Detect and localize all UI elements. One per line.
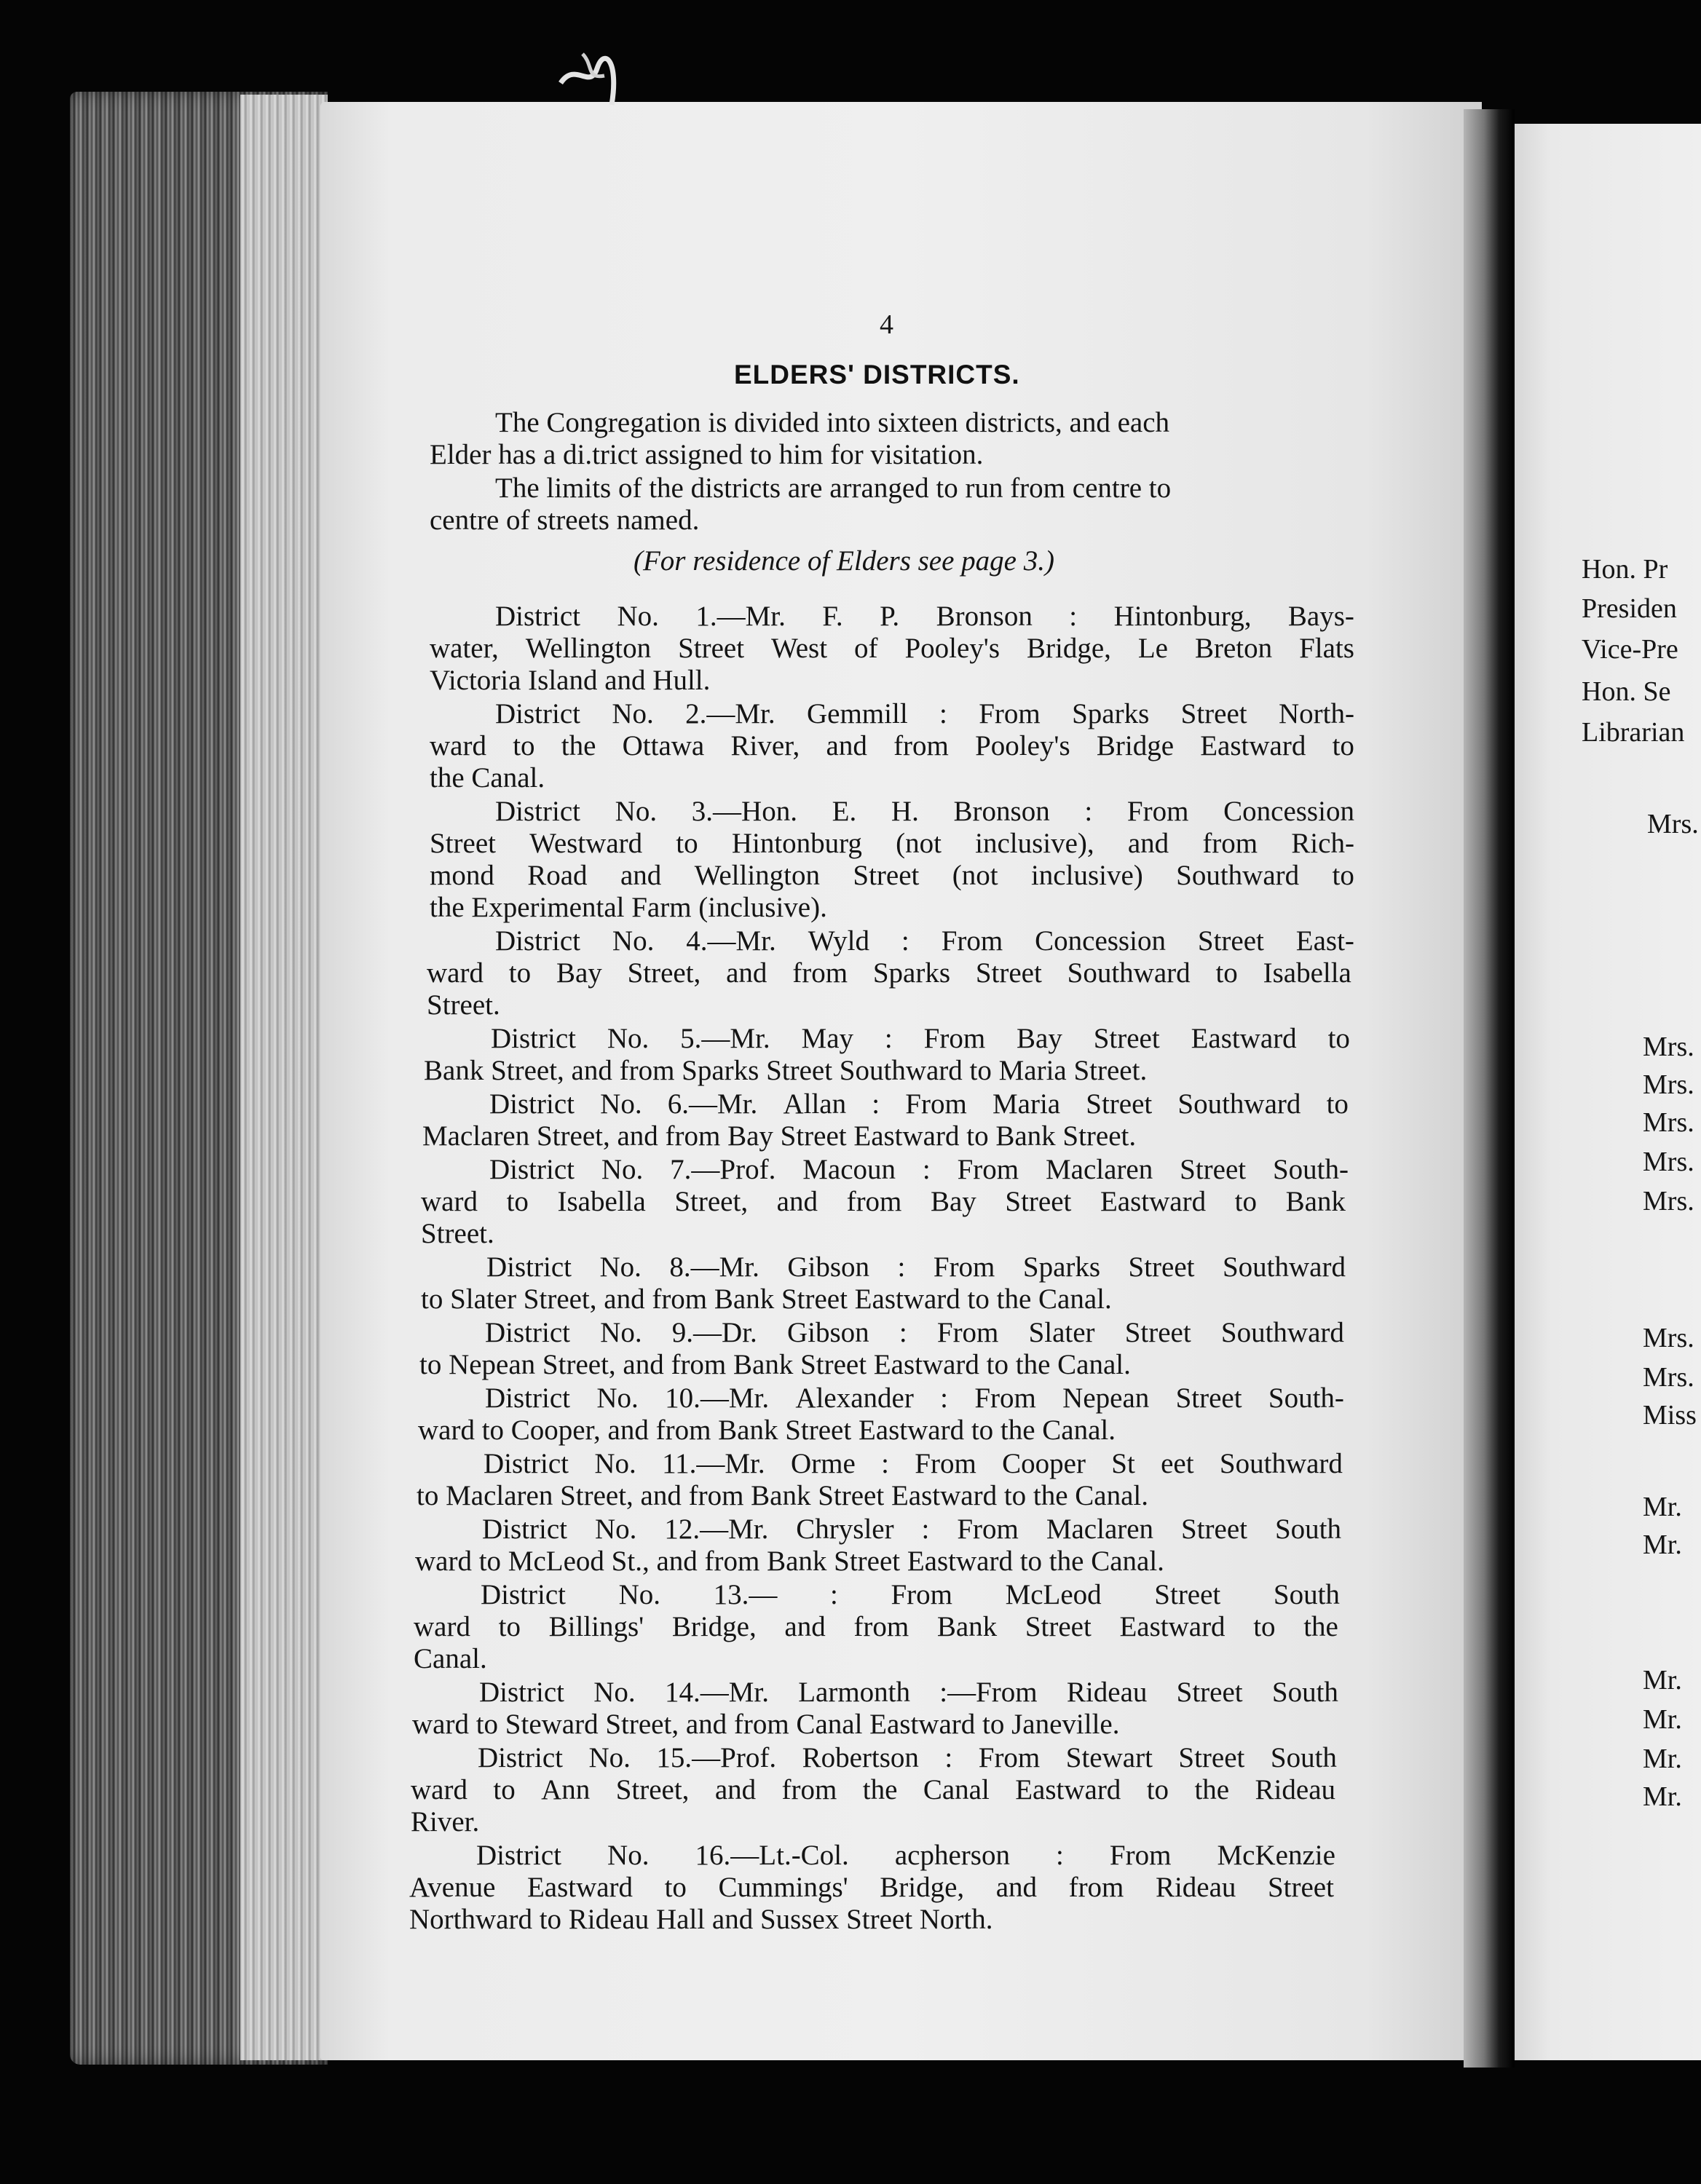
intro-line: The Congregation is divided into sixteen districts, and each bbox=[495, 407, 1170, 438]
district-line: District No. 2.—Mr. Gemmill : From Sparks Street North- bbox=[495, 698, 1354, 729]
district-line: District No. 7.—Prof. Macoun : From Maclaren Street South- bbox=[489, 1154, 1349, 1185]
district-line: District No. 16.—Lt.-Col. acpherson : From McKenzie bbox=[476, 1840, 1335, 1871]
district-line: District No. 5.—Mr. May : From Bay Street Eastward to bbox=[491, 1023, 1350, 1054]
right-page-fragment: Presiden bbox=[1582, 593, 1677, 624]
right-page-fragment: Mrs. bbox=[1643, 1186, 1694, 1216]
page-edge-highlight bbox=[240, 95, 328, 2060]
district-line: ward to Isabella Street, and from Bay Street Eastward to Bank bbox=[421, 1186, 1346, 1217]
district-line: ward to Billings' Bridge, and from Bank Street Eastward to the bbox=[414, 1611, 1338, 1642]
district-line: District No. 4.—Mr. Wyld : From Concession Street East- bbox=[495, 925, 1354, 957]
district-line: Canal. bbox=[414, 1643, 487, 1674]
district-line: Victoria Island and Hull. bbox=[430, 665, 711, 696]
district-line: Street Westward to Hintonburg (not inclusive), and from Rich- bbox=[430, 828, 1354, 859]
district-line: District No. 12.—Mr. Chrysler : From Maclaren Street South bbox=[482, 1514, 1341, 1545]
right-page-fragment: Mrs. bbox=[1643, 1362, 1694, 1393]
district-line: Northward to Rideau Hall and Sussex Street North. bbox=[409, 1904, 993, 1935]
district-line: Avenue Eastward to Cummings' Bridge, and from Rideau Street bbox=[409, 1872, 1334, 1903]
right-page-fragment: Mr. bbox=[1643, 1530, 1682, 1560]
right-page-fragment: Mrs. bbox=[1643, 1032, 1694, 1062]
district-line: the Experimental Farm (inclusive). bbox=[430, 892, 827, 923]
district-line: District No. 1.—Mr. F. P. Bronson : Hintonburg, Bays- bbox=[495, 601, 1354, 632]
district-line: District No. 9.—Dr. Gibson : From Slater Street Southward bbox=[485, 1317, 1344, 1348]
district-line: to Slater Street, and from Bank Street Eastward to the Canal. bbox=[421, 1283, 1112, 1315]
right-page-fragment: Mr. bbox=[1643, 1744, 1682, 1774]
right-page-fragment: Librarian bbox=[1582, 717, 1685, 748]
district-line: ward to Steward Street, and from Canal Eastward to Janeville. bbox=[412, 1709, 1120, 1740]
intro-line: The limits of the districts are arranged to run from centre to bbox=[495, 472, 1172, 504]
intro-line: Elder has a di.trict assigned to him for visitation. bbox=[430, 439, 984, 470]
district-line: River. bbox=[411, 1806, 480, 1837]
district-line: Maclaren Street, and from Bay Street Eastward to Bank Street. bbox=[422, 1120, 1137, 1152]
right-page-fragment: Mr. bbox=[1643, 1704, 1682, 1735]
right-page-fragment: Mr. bbox=[1643, 1492, 1682, 1522]
district-line: ward to Ann Street, and from the Canal Eastward to the Rideau bbox=[411, 1774, 1335, 1805]
district-line: the Canal. bbox=[430, 762, 545, 794]
district-line: to Nepean Street, and from Bank Street Eastward to the Canal. bbox=[419, 1349, 1131, 1380]
district-line: mond Road and Wellington Street (not inclusive) Southward to bbox=[430, 860, 1354, 891]
right-page-fragment: Hon. Se bbox=[1582, 676, 1671, 707]
district-line: ward to McLeod St., and from Bank Street Eastward to the Canal. bbox=[415, 1546, 1164, 1577]
district-line: to Maclaren Street, and from Bank Street Eastward to the Canal. bbox=[417, 1480, 1149, 1511]
district-line: District No. 13.— : From McLeod Street South bbox=[481, 1579, 1340, 1610]
right-page-fragment: Mr. bbox=[1643, 1665, 1682, 1696]
right-page-fragment: Mrs. bbox=[1643, 1323, 1694, 1353]
intro-line: centre of streets named. bbox=[430, 505, 700, 536]
district-line: District No. 6.—Mr. Allan : From Maria Street Southward to bbox=[489, 1088, 1349, 1120]
district-line: District No. 10.—Mr. Alexander : From Nepean Street South- bbox=[485, 1382, 1344, 1414]
district-line: ward to Bay Street, and from Sparks Street Southward to Isabella bbox=[427, 957, 1351, 989]
district-line: water, Wellington Street West of Pooley's Bridge, Le Breton Flats bbox=[430, 633, 1354, 664]
district-line: Bank Street, and from Sparks Street Southward to Maria Street. bbox=[424, 1055, 1148, 1086]
loose-thread-mark bbox=[553, 39, 634, 119]
district-line: ward to the Ottawa River, and from Pooley's Bridge Eastward to bbox=[430, 730, 1354, 761]
right-page-fragment: Mrs. bbox=[1647, 809, 1699, 839]
district-line: District No. 11.—Mr. Orme : From Cooper St eet Southward bbox=[484, 1448, 1343, 1479]
right-page-fragment: Mrs. bbox=[1643, 1107, 1694, 1138]
district-line: District No. 15.—Prof. Robertson : From Stewart Street South bbox=[478, 1742, 1337, 1773]
district-line: ward to Cooper, and from Bank Street Eastward to the Canal. bbox=[418, 1415, 1116, 1446]
right-page-fragment: Mrs. bbox=[1643, 1069, 1694, 1100]
district-line: Street. bbox=[421, 1218, 494, 1249]
district-line: Street. bbox=[427, 989, 500, 1021]
residence-note: (For residence of Elders see page 3.) bbox=[634, 545, 1054, 577]
district-line: District No. 3.—Hon. E. H. Bronson : From Concession bbox=[495, 796, 1354, 827]
right-page-fragment: Vice-Pre bbox=[1582, 634, 1678, 665]
page-heading: ELDERS' DISTRICTS. bbox=[734, 360, 1020, 389]
right-page-fragment: Mrs. bbox=[1643, 1147, 1694, 1177]
right-page-fragment: Mr. bbox=[1643, 1781, 1682, 1812]
district-line: District No. 8.—Mr. Gibson : From Sparks Street Southward bbox=[486, 1251, 1346, 1283]
right-page-fragment: Miss bbox=[1643, 1400, 1697, 1431]
book-gutter bbox=[1464, 109, 1515, 2068]
district-line: District No. 14.—Mr. Larmonth :—From Rideau Street South bbox=[479, 1677, 1338, 1708]
page-number: 4 bbox=[880, 309, 893, 340]
right-page-fragment: Hon. Pr bbox=[1582, 554, 1668, 585]
